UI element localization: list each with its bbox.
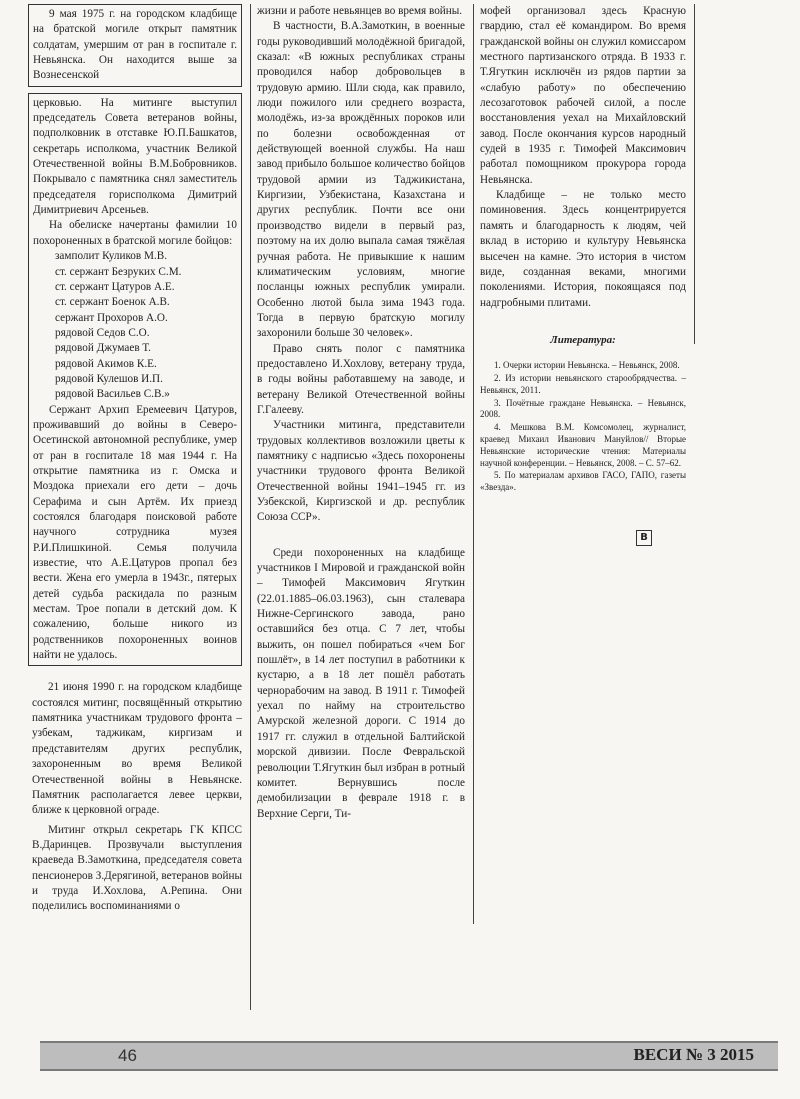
- list-item: 1. Очерки истории Невьянска. – Невьянск, 2008.: [494, 360, 680, 371]
- boxed-intro: [28, 4, 242, 87]
- column-divider: [250, 4, 251, 1010]
- list-item: замполит Куликов М.В.: [55, 250, 167, 263]
- paragraph: Сержант Архип Еремеевич Цатуров, проживавший до войны в Северо-Осетинской автономной республике, умер от ран в госпитале 18 мая 1944 г. На открытие памятника из г. Омска и Моздока приехали его дети – дочь Серафима и сын Артём. Их приезд состоялся благодаря поисковой работе научного сотрудника музея Р.И.Плишкиной. Семья получила известие, что А.Е.Цатуров пропал без вести. Жена его умерла в 1943г., пятерых детей судьба раскидала по разным местам. Трое попали в детский дом. К сожалению, больше никого из родственников похороненных воинов найти не удалось.: [33, 403, 237, 662]
- paragraph: мофей организовал здесь Красную гвардию, стал её командиром. Во время гражданской войны он служил комиссаром местного партизанского отряда. В 1933 г. Т.Ягуткин исключён из рядов партии за «слабую работу» по обеспечению лесозаготовок рабочей силой, а после восстановления уехал на Михайловский завод. После окончания курсов народный судей в 1935 г. Тимофей Максимович работал помощником прокурора города Невьянска.: [480, 5, 686, 186]
- obelisk-names-list: [33, 249, 237, 402]
- paragraph: Право снять полог с памятника предоставлено И.Хохлову, ветерану труда, в годы войны работавшему на заводе, и ветерану Великой Отечественной войны Г.Галееву.: [257, 342, 465, 416]
- column-3: [480, 4, 686, 495]
- list-item: 4. Мешкова В.М. Комсомолец, журналист, краевед Михаил Иванович Мануйлов// Вторые Невьянские исторические чтения: Материалы научной конференции. – Невьянск, 2008. – С. 57–62.: [480, 422, 686, 468]
- paragraph: Среди похороненных на кладбище участников I Мировой и гражданской войн – Тимофей Максимович Ягуткин (22.01.1885–06.03.1963), сын сталевара Нижне-Сергинского завода, рано оставшийся без отца. С 7 лет, чтобы выжить, он пошел побираться «чем Бог пошлёт», в 14 лет поступил в работники к кустарю, а в 18 лет пошёл работать чернорабочим на завод. В 1911 г. Тимофей уехал по найму на строительство Амурской железной дороги. С 1914 до 1917 гг. служил в отдельной Балтийской морской дивизии. После Февральской революции Т.Ягуткин был избран в ротный комитет. Вернувшись после демобилизации в феврале 1918 г. в Верхние Серги, Ти-: [257, 546, 465, 820]
- list-item: ст. сержант Цатуров А.Е.: [55, 280, 175, 293]
- list-item: рядовой Акимов К.Е.: [55, 357, 157, 370]
- paragraph: 9 мая 1975 г. на городском кладбище на братской могиле открыт памятник солдатам, умершим от ран в госпитале г. Невьянска. Он находится выше за Вознесенской: [33, 8, 237, 82]
- paragraph: церковью. На митинге выступил председатель Совета ветеранов войны, подполковник в отставке Ю.П.Башкатов, секретарь исполкома, участник Великой Отечественной войны В.М.Бобровников. Покрывало с памятника снял заместитель председателя горисполкома Димитрий Димитриевич Арсеньев.: [33, 96, 237, 217]
- column-2: [257, 4, 465, 822]
- page-footer: [40, 1041, 778, 1071]
- list-item: сержант Прохоров А.О.: [55, 311, 168, 324]
- paragraph: На обелиске начертаны фамилии 10 похороненных в братской могиле бойцов:: [33, 219, 237, 247]
- paragraph: Участники митинга, представители трудовых коллективов возложили цветы к памятнику с надписью «Здесь похоронены участники трудового фронта Великой Отечественной войны 1941–1945 гг. из Узбекской, Киргизской и др. республик Союза ССР».: [257, 419, 465, 524]
- list-item: рядовой Джумаев Т.: [55, 342, 151, 355]
- list-item: рядовой Кулешов И.П.: [55, 372, 163, 385]
- end-of-article-mark: В: [636, 530, 652, 546]
- literature-heading: Литература:: [550, 333, 616, 346]
- list-item: 2. Из истории невьянского старообрядчества. – Невьянск, 2011.: [480, 373, 686, 395]
- paragraph: В частности, В.А.Замоткин, в военные годы руководивший молодёжной бригадой, сказал: «В южных республиках страны проводился набор добровольцев в трудовую армию. Шли сюда, как правило, люди пожилого или среднего возраста, молодёжь, из-за врождённых пороков или по болезни освобожденная от действующей военной службы. На наш завод прибыло большое количество бойцов трудовой армии из Таджикистана, Киргизии, Узбекистана, Казахстана и других республик. Почти все они производство видели в первый раз, поэтому на их долю выпала самая тяжёлая ручная работа. Не привыкшие к нашим климатическим условиям, многие посланцы южных республик умирали. Особенно лютой была зима 1943 года. Тогда в первую братскую могилу захоронили больше 30 человек».: [257, 20, 465, 340]
- list-item: 3. Почётные граждане Невьянска. – Невьянск, 2008.: [480, 397, 686, 420]
- boxed-meeting: [28, 93, 242, 667]
- list-item: рядовой Седов С.О.: [55, 326, 150, 339]
- paragraph: Кладбище – не только место поминовения. Здесь концентрируется память и благодарность к людям, чей вклад в историю и культуру Невьянска высечен на камне. Это история в чистом виде, созданная веками, многими поколениями. История, покоящаяся под надгробными плитами.: [480, 189, 686, 309]
- literature-list: [480, 360, 686, 494]
- column-divider: [694, 4, 695, 344]
- paragraph: жизни и работе невьянцев во время войны.: [257, 5, 463, 17]
- journal-title: ВЕСИ № 3 2015: [633, 1045, 754, 1064]
- list-item: 5. По материалам архивов ГАСО, ГАПО, газеты «Звезда».: [480, 470, 686, 493]
- list-item: рядовой Васильев С.В.»: [55, 388, 170, 401]
- paragraph: 21 июня 1990 г. на городском кладбище состоялся митинг, посвящённый открытию памятника участникам трудового фронта – узбекам, таджикам, киргизам и представителям других республик, захороненным во время Великой Отечественной войны в Невьянске. Памятник располагается левее церкви, ближе к церковной ограде.: [32, 681, 242, 817]
- list-item: ст. сержант Безруких С.М.: [55, 265, 182, 278]
- page-number: 46: [118, 1046, 137, 1065]
- column-divider: [473, 4, 474, 924]
- column-1: [32, 4, 242, 915]
- list-item: ст. сержант Боенок А.В.: [55, 296, 170, 309]
- paragraph: Митинг открыл секретарь ГК КПСС В.Даринцев. Прозвучали выступления краеведа В.Замоткина, председателя совета пенсионеров З.Дерягиной, ветеранов войны и труда И.Хохлова, А.Репина. Они поделились воспоминаниями о: [32, 823, 242, 913]
